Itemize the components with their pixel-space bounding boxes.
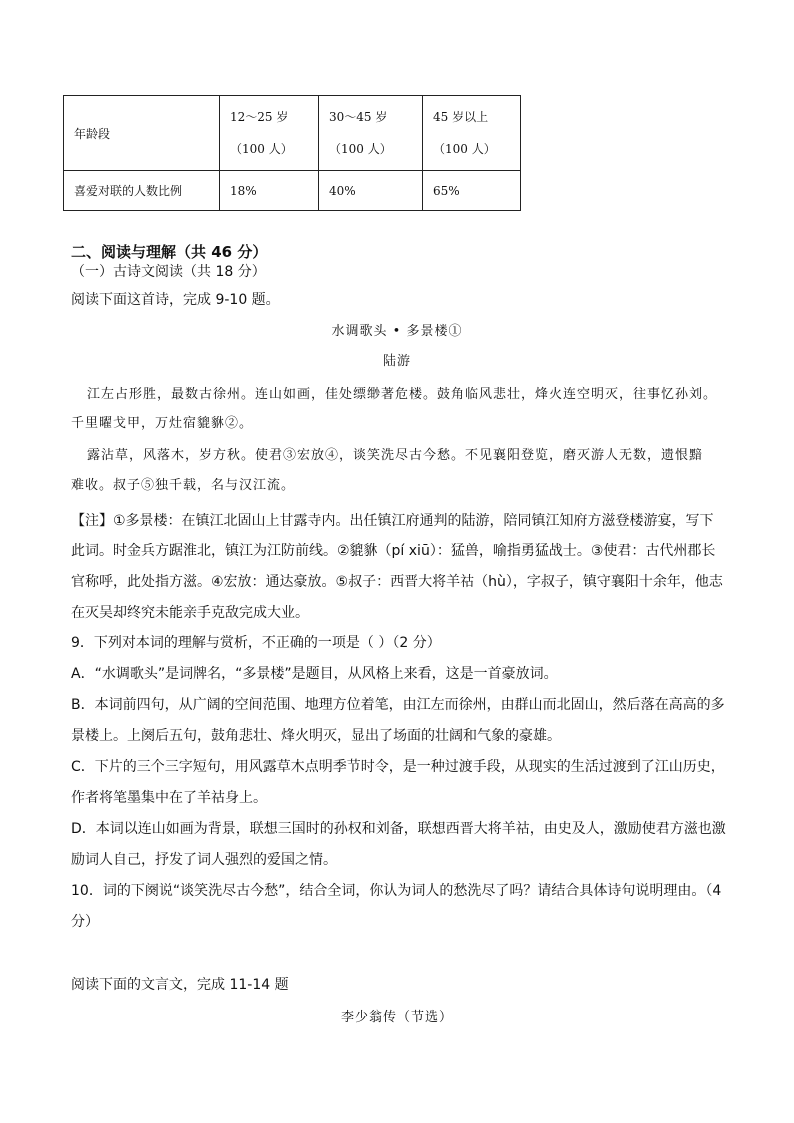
question-10-stem-cont: 分） <box>71 914 99 930</box>
age-range: 45 岁以上 <box>433 110 489 124</box>
section-title: 二、阅读与理解（共 46 分） <box>71 243 268 261</box>
question-10-stem: 10．词的下阕说“谈笑洗尽古今愁”，结合全词，你认为词人的愁洗尽了吗？请结合具体诗句说明理由。（4 <box>71 883 722 899</box>
poem-line: 难收。叔子⑤独千载，名与汉江流。 <box>71 478 296 493</box>
option-b: B．本词前四句，从广阔的空间范围、地理方位着笔，由江左而徐州，由群山而北固山，然后落在高高的多 <box>71 697 725 713</box>
option-a: A．“水调歌头”是词牌名，“多景楼”是题目，从风格上来看，这是一首豪放词。 <box>71 666 558 682</box>
essay-title: 李少翁传（节选） <box>340 1010 453 1025</box>
note-line: 官称呼，此处指方滋。④宏放：通达豪放。⑤叔子：西晋大将羊祜（hù），字叔子，镇守襄阳十余年，他志 <box>71 574 723 590</box>
table-cell <box>423 96 521 171</box>
table-header-row <box>64 96 521 171</box>
table-row-label: 年龄段 <box>64 96 220 171</box>
note-line: 【注】①多景楼：在镇江北固山上甘露寺内。出任镇江府通判的陆游，陪同镇江知府方滋登楼游宴，写下 <box>71 513 714 529</box>
poem-title: 水调歌头 • 多景楼① <box>331 324 463 339</box>
sample-count: （100 人） <box>329 142 392 156</box>
sample-count: （100 人） <box>230 142 293 156</box>
poem-line: 千里曜戈甲，万灶宿貔貅②。 <box>71 416 254 431</box>
option-c-cont: 作者将笔墨集中在了羊祜身上。 <box>71 790 267 806</box>
table-row-label: 喜爱对联的人数比例 <box>64 171 220 211</box>
reading-instruction: 阅读下面的文言文，完成 11-14 题 <box>71 977 289 993</box>
option-c: C．下片的三个三字短句，用风露草木点明季节时令，是一种过渡手段，从现实的生活过渡到了江山历史， <box>71 759 725 775</box>
table-cell <box>220 96 319 171</box>
table-cell <box>319 96 423 171</box>
option-d: D．本词以连山如画为背景，联想三国时的孙权和刘备，联想西晋大将羊祜，由史及人，激励使君方滋也激 <box>71 821 726 837</box>
table-cell: 18% <box>220 171 319 211</box>
poem-author: 陆游 <box>382 354 411 369</box>
reading-instruction: 阅读下面这首诗，完成 9-10 题。 <box>71 292 280 308</box>
age-range: 12～25 岁 <box>230 110 289 124</box>
option-b-cont: 景楼上。上阕后五句，鼓角悲壮、烽火明灭，显出了场面的壮阔和气象的豪雄。 <box>71 728 561 744</box>
age-range: 30～45 岁 <box>329 110 388 124</box>
table-cell: 40% <box>319 171 423 211</box>
sample-count: （100 人） <box>433 142 496 156</box>
subsection-title: （一）古诗文阅读（共 18 分） <box>71 264 266 280</box>
note-line: 此词。时金兵方踞淮北，镇江为江防前线。②貔貅（pí xiū）：猛兽，喻指勇猛战士。③使君：古代州郡长 <box>71 543 716 559</box>
table-row <box>64 171 521 211</box>
survey-table <box>63 95 521 211</box>
poem-line: 露沾草，风落木，岁方秋。使君③宏放④，谈笑洗尽古今愁。不见襄阳登览，磨灭游人无数，遗恨黯 <box>87 448 704 463</box>
question-9-stem: 9．下列对本词的理解与赏析，不正确的一项是（ ）（2 分） <box>71 635 441 651</box>
option-d-cont: 励词人自己，抒发了词人强烈的爱国之情。 <box>71 852 337 868</box>
poem-line: 江左占形胜，最数古徐州。连山如画，佳处缥缈著危楼。鼓角临风悲壮，烽火连空明灭，往事忆孙刘。 <box>87 387 718 402</box>
note-line: 在灭吴却终究未能亲手克敌完成大业。 <box>71 605 309 621</box>
table-cell: 65% <box>423 171 521 211</box>
